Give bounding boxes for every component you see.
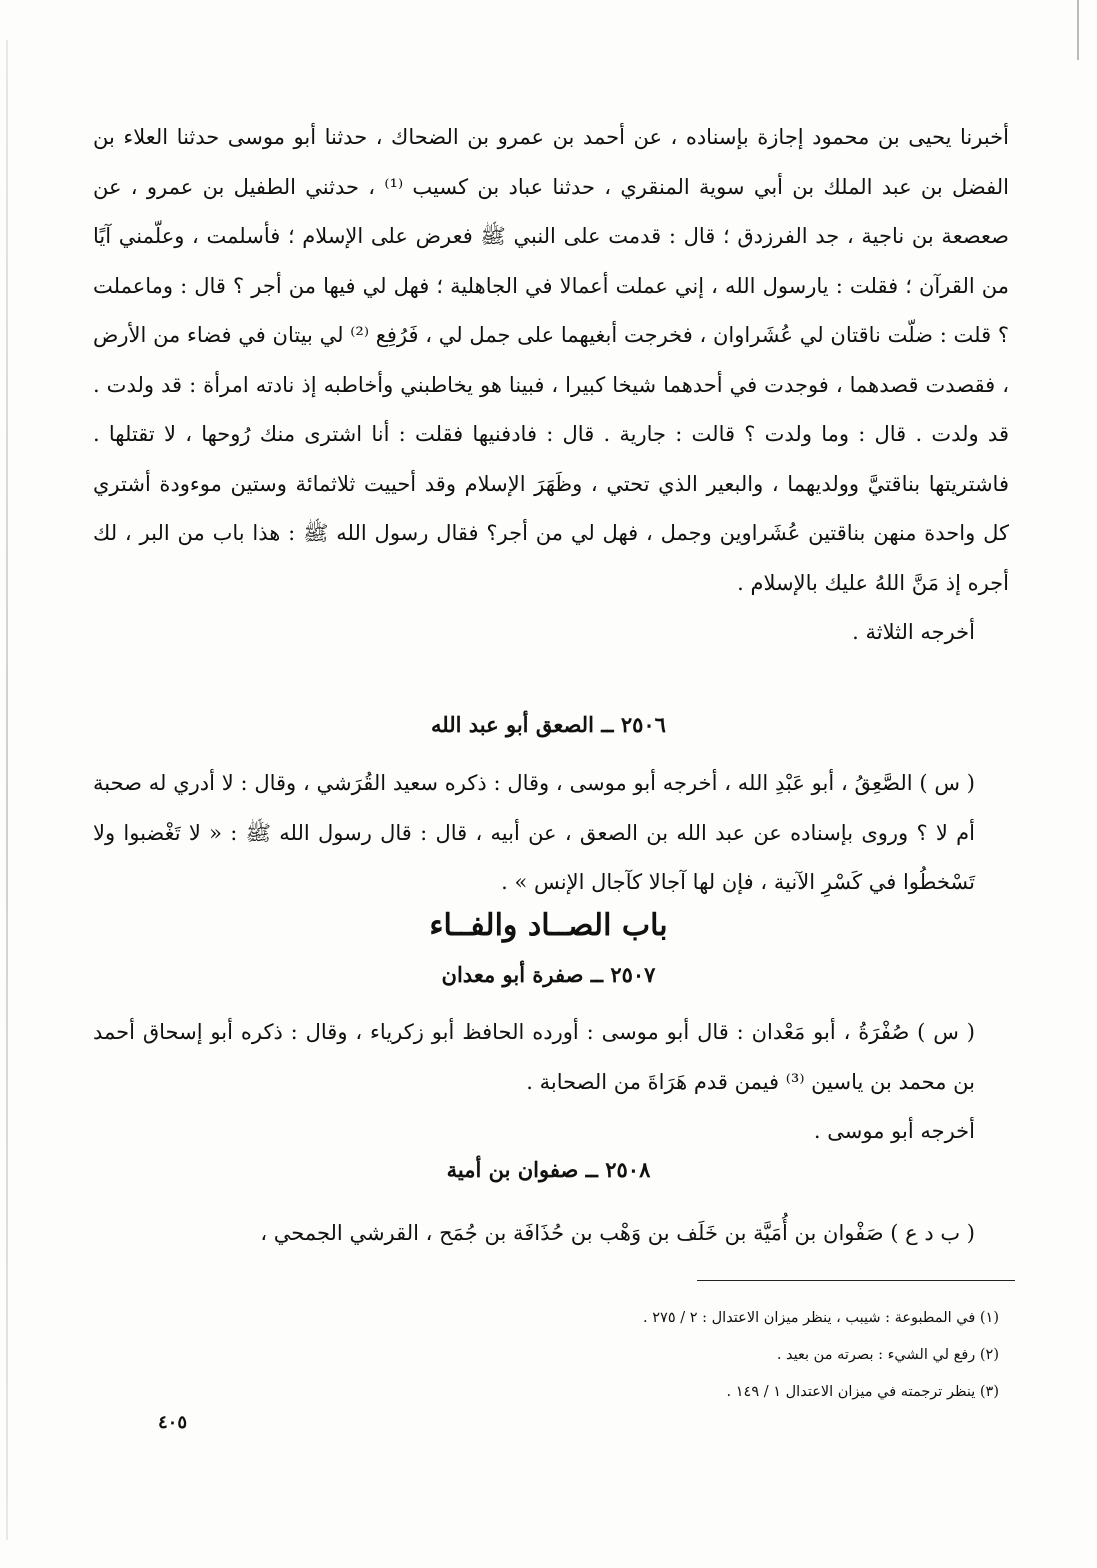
- attribution-line: أخرجه أبو موسى .: [813, 1119, 975, 1143]
- hadith-paragraph: أخبرنا يحيى بن محمود إجازة بإسناده ، عن أحمد بن عمرو بن الضحاك ، حدثنا أبو موسى حدثنا العلاء بن الفضل بن عبد الملك بن أبي سوية المنقري ، حدثنا عباد بن كسيب ⁽¹⁾ ، حدثني الطفيل بن عمرو ، عن صعصعة بن ناجية ، جد الفرزدق ؛ قال : قدمت على النبي ﷺ فعرض على الإسلام ؛ فأسلمت ، وعلّمني آيًا من القرآن ؛ فقلت : يارسول الله ، إني عملت أعمالا في الجاهلية ؛ فهل لي فيها من أجر ؟ قال : وماعملت ؟ قلت : ضلّت ناقتان لي عُشَراوان ، فخرجت أبغيهما على جمل لي ، فَرُفِع ⁽²⁾ لي بيتان في فضاء من الأرض ، فقصدت قصدهما ، فوجدت في أحدهما شيخا كبيرا ، فبينا هو يخاطبني وأخاطبه إذ نادته امرأة : قد ولدت . قد ولدت . قال : وما ولدت ؟ قالت : جارية . قال : فادفنيها فقلت : أنا اشترى منك رُوحها ، لا تقتلها . فاشتريتها بناقتيَّ وولديهما ، والبعير الذي تحتي ، وظَهَرَ الإسلام وقد أحييت ثلاثمائة وستين موءودة أشتري كل واحدة منهن بناقتين عُشَراوين وجمل ، فهل لي من أجر؟ فقال رسول الله ﷺ : هذا باب من البر ، لك أجره إذ مَنَّ اللهُ عليك بالإسلام .: [93, 125, 1009, 595]
- entry-heading-2508: ٢٥٠٨ ــ صفوان بن أمية: [446, 1157, 651, 1182]
- entry-2507-body: [93, 1008, 1009, 1157]
- footnote-separator: [697, 1280, 1015, 1281]
- footnotes: [99, 1300, 999, 1411]
- entry-2508-body: [93, 1209, 1009, 1259]
- scan-edge-left: [6, 40, 8, 1540]
- entry-2506-body: [93, 759, 1009, 908]
- attribution-line: أخرجه الثلاثة .: [852, 620, 975, 644]
- page-number: ٤٠٥: [158, 1412, 188, 1433]
- scan-edge-right: [1077, 0, 1079, 60]
- entry-paragraph: ( ب د ع ) صَفْوان بن أُمَيَّة بن خَلَف بن وَهْب بن حُذَافَة بن جُمَح ، القرشي الجمحي ،: [260, 1221, 975, 1245]
- chapter-heading: باب الصــاد والفــاء: [429, 908, 668, 943]
- footnote-1: (١) في المطبوعة : شيبب ، ينظر ميزان الاعتدال : ٢ / ٢٧٥ .: [643, 1310, 999, 1326]
- entry-heading-2507: ٢٥٠٧ ــ صفرة أبو معدان: [441, 962, 656, 987]
- entry-heading-2506: ٢٥٠٦ ــ الصعق أبو عبد الله: [431, 712, 666, 737]
- entry-paragraph: ( س ) صُفْرَةُ ، أبو مَعْدان : قال أبو موسى : أورده الحافظ أبو زكرياء ، وقال : ذكره أبو إسحاق أحمد بن محمد بن ياسين ⁽³⁾ فيمن قدم هَرَاةَ من الصحابة .: [93, 1020, 975, 1094]
- footnote-2: (٢) رفع لي الشيء : بصرته من بعيد .: [776, 1347, 999, 1363]
- entry-2505-continuation: [93, 113, 1009, 658]
- footnote-3: (٣) ينظر ترجمته في ميزان الاعتدال ١ / ١٤٩ .: [726, 1384, 999, 1400]
- entry-paragraph: ( س ) الصَّعِقُ ، أبو عَبْدِ الله ، أخرجه أبو موسى ، وقال : ذكره سعيد القُرَشي ، وقال : لا أدري له صحبة أم لا ؟ وروى بإسناده عن عبد الله بن الصعق ، عن أبيه ، قال : قال رسول الله ﷺ : « لا تَغْضبوا ولا تَسْخطُوا في كَسْرِ الآنية ، فإن لها آجالا كآجال الإنس » .: [93, 771, 975, 894]
